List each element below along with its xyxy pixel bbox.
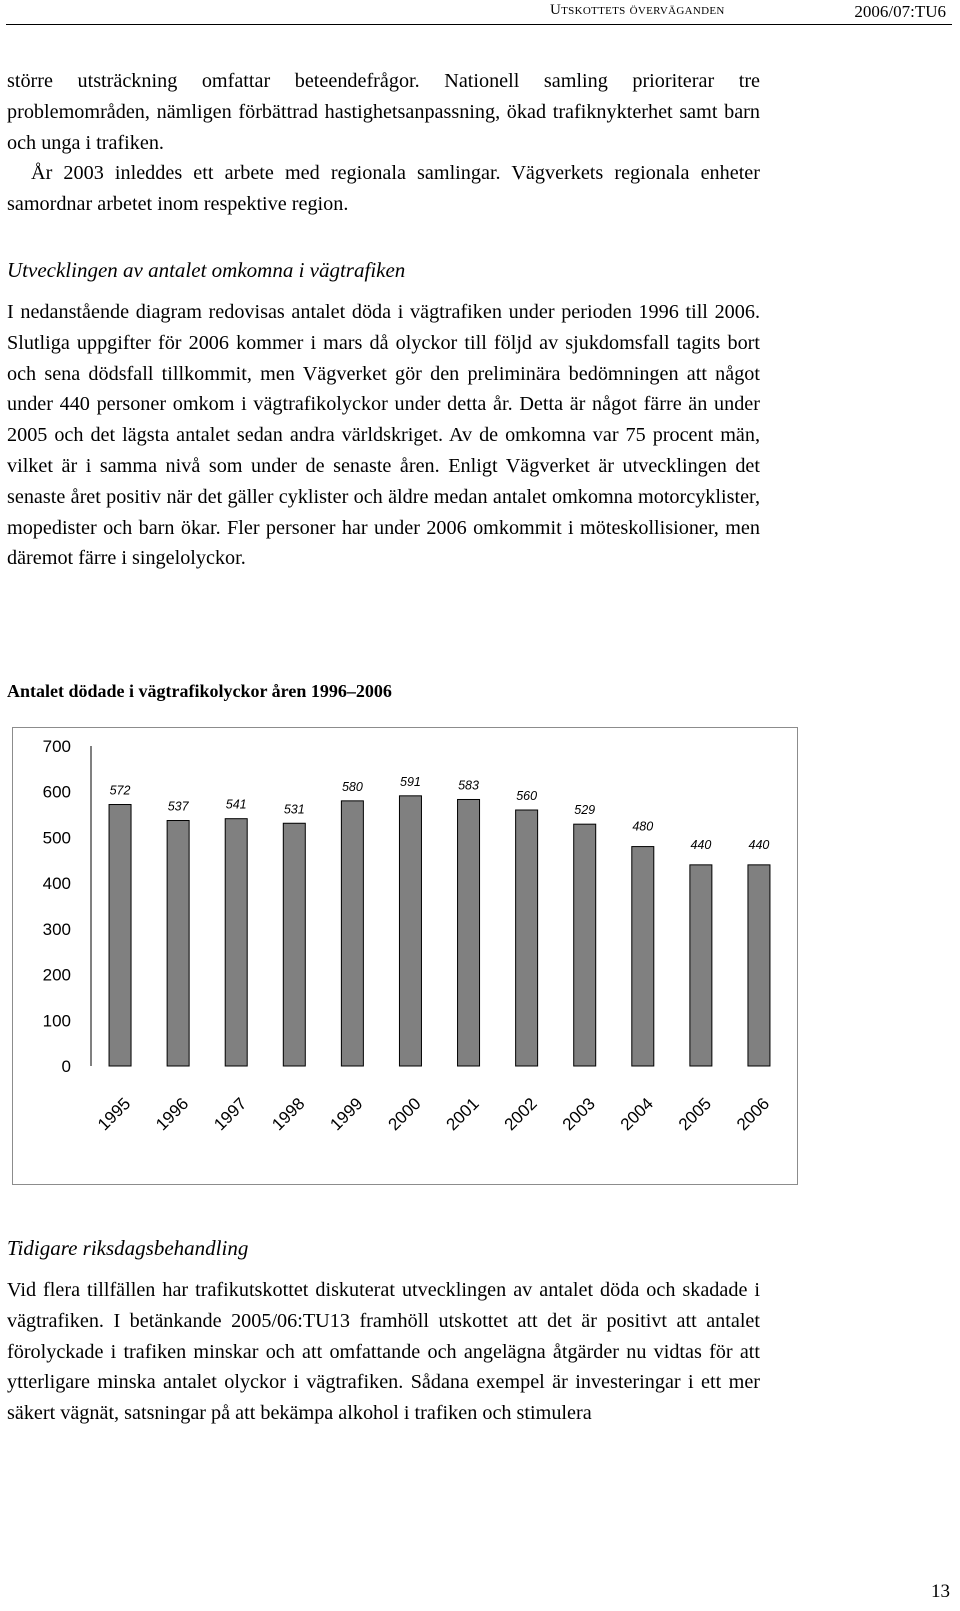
x-tick-label: 1999 — [326, 1094, 367, 1135]
bar-chart — [12, 727, 798, 1185]
data-label: 537 — [167, 799, 189, 814]
y-tick-label: 400 — [42, 874, 71, 894]
y-tick-label: 100 — [42, 1011, 71, 1031]
x-tick-label: 2004 — [616, 1094, 657, 1135]
previous-handling-paragraph: Vid flera tillfällen har trafikutskottet diskuterat utvecklingen av antalet döda och skadade i vägtrafiken. I betänkande 2005/06:TU13 framhöll utskottet att det är positivt att antalet förolyckade i trafiken minskar och att omfattande och angelägna åtgärder nu vidtas för att ytterligare minska antalet olyckor i vägtrafiken. Sådana exempel är investeringar i ett mer säkert vägnät, satsningar på att bekämpa alkohol i trafiken och stimulera — [7, 1279, 760, 1425]
header-divider — [6, 24, 952, 25]
running-header-section: Utskottets överväganden — [550, 2, 725, 18]
data-label: 531 — [283, 802, 305, 817]
running-header-doc-id: 2006/07:TU6 — [854, 2, 946, 21]
bar — [632, 847, 654, 1066]
section-heading-fatalities: Utvecklingen av antalet omkomna i vägtrafiken — [7, 258, 406, 282]
y-tick-label: 0 — [61, 1057, 71, 1076]
data-label: 541 — [225, 797, 247, 812]
y-tick-label: 700 — [42, 737, 71, 756]
fatalities-paragraph: I nedanstående diagram redovisas antalet döda i vägtrafiken under perioden 1996 till 2006. Slutliga uppgifter för 2006 kommer i mars då olyckor till följd av sjukdomsfall tagits bort och sena dödsfall tillkommit, men Vägverket gör den preliminära bedömningen att något under 440 personer omkom i vägtrafikolyckor under detta år. Detta är något färre än under 2005 och det lägsta antalet sedan andra världskriget. Av de omkomna var 75 procent män, vilket är i samma nivå som under de senaste åren. Enligt Vägverket är utvecklingen det senaste året positiv när det gäller cyklister och äldre medan antalet omkomna motorcyklister, mopedister och barn ökar. Fler personer har under 2006 omkommit i möteskollisioner, men däremot färre i singelolyckor. — [7, 301, 760, 570]
data-label: 529 — [574, 803, 596, 818]
x-tick-label: 1996 — [152, 1094, 193, 1135]
x-tick-label: 1995 — [94, 1094, 135, 1135]
data-label: 560 — [516, 789, 538, 803]
section-heading-previous-handling: Tidigare riksdagsbehandling — [7, 1236, 249, 1260]
bar-chart-canvas — [13, 728, 799, 1186]
bar — [574, 824, 596, 1066]
x-tick-label: 2003 — [558, 1094, 599, 1135]
x-tick-label: 1997 — [210, 1094, 251, 1135]
intro-text — [7, 66, 760, 220]
x-tick-label: 2005 — [674, 1094, 716, 1135]
bar — [690, 865, 712, 1066]
bar — [341, 801, 363, 1066]
bar — [109, 805, 131, 1066]
data-label: 591 — [400, 774, 421, 789]
section-body-fatalities — [7, 297, 760, 574]
y-tick-label: 300 — [42, 919, 71, 939]
bar — [225, 819, 247, 1066]
data-label: 583 — [458, 778, 479, 793]
section-body-previous-handling — [7, 1275, 760, 1429]
x-tick-label: 1998 — [268, 1094, 309, 1135]
y-tick-label: 200 — [42, 965, 71, 985]
chart-title: Antalet dödade i vägtrafikolyckor åren 1996–2006 — [7, 681, 392, 701]
x-tick-label: 2006 — [732, 1094, 774, 1135]
data-label: 440 — [690, 837, 712, 852]
intro-paragraph-2: År 2003 inleddes ett arbete med regionala samlingar. Vägverkets regionala enheter samordnar arbetet inom respektive region. — [7, 162, 760, 216]
x-tick-label: 2001 — [442, 1094, 483, 1135]
bar — [167, 821, 189, 1066]
data-label: 572 — [109, 783, 131, 798]
intro-paragraph-1: större utsträckning omfattar beteendefrågor. Nationell samling prioriterar tre problemområden, nämligen förbättrad hastighetsanpassning, ökad trafiknykterhet samt barn och unga i trafiken. — [7, 70, 760, 154]
data-label: 440 — [748, 837, 770, 852]
page-number: 13 — [931, 1581, 950, 1602]
y-tick-label: 600 — [42, 782, 71, 802]
bar — [516, 810, 538, 1066]
bar — [399, 796, 421, 1066]
page-header — [0, 0, 960, 36]
bar — [458, 799, 480, 1066]
data-label: 480 — [632, 819, 654, 834]
bar — [748, 865, 770, 1066]
data-label: 580 — [341, 779, 363, 794]
bar — [283, 823, 305, 1066]
x-tick-label: 2002 — [500, 1094, 541, 1135]
x-tick-label: 2000 — [384, 1094, 425, 1135]
y-tick-label: 500 — [42, 828, 71, 848]
